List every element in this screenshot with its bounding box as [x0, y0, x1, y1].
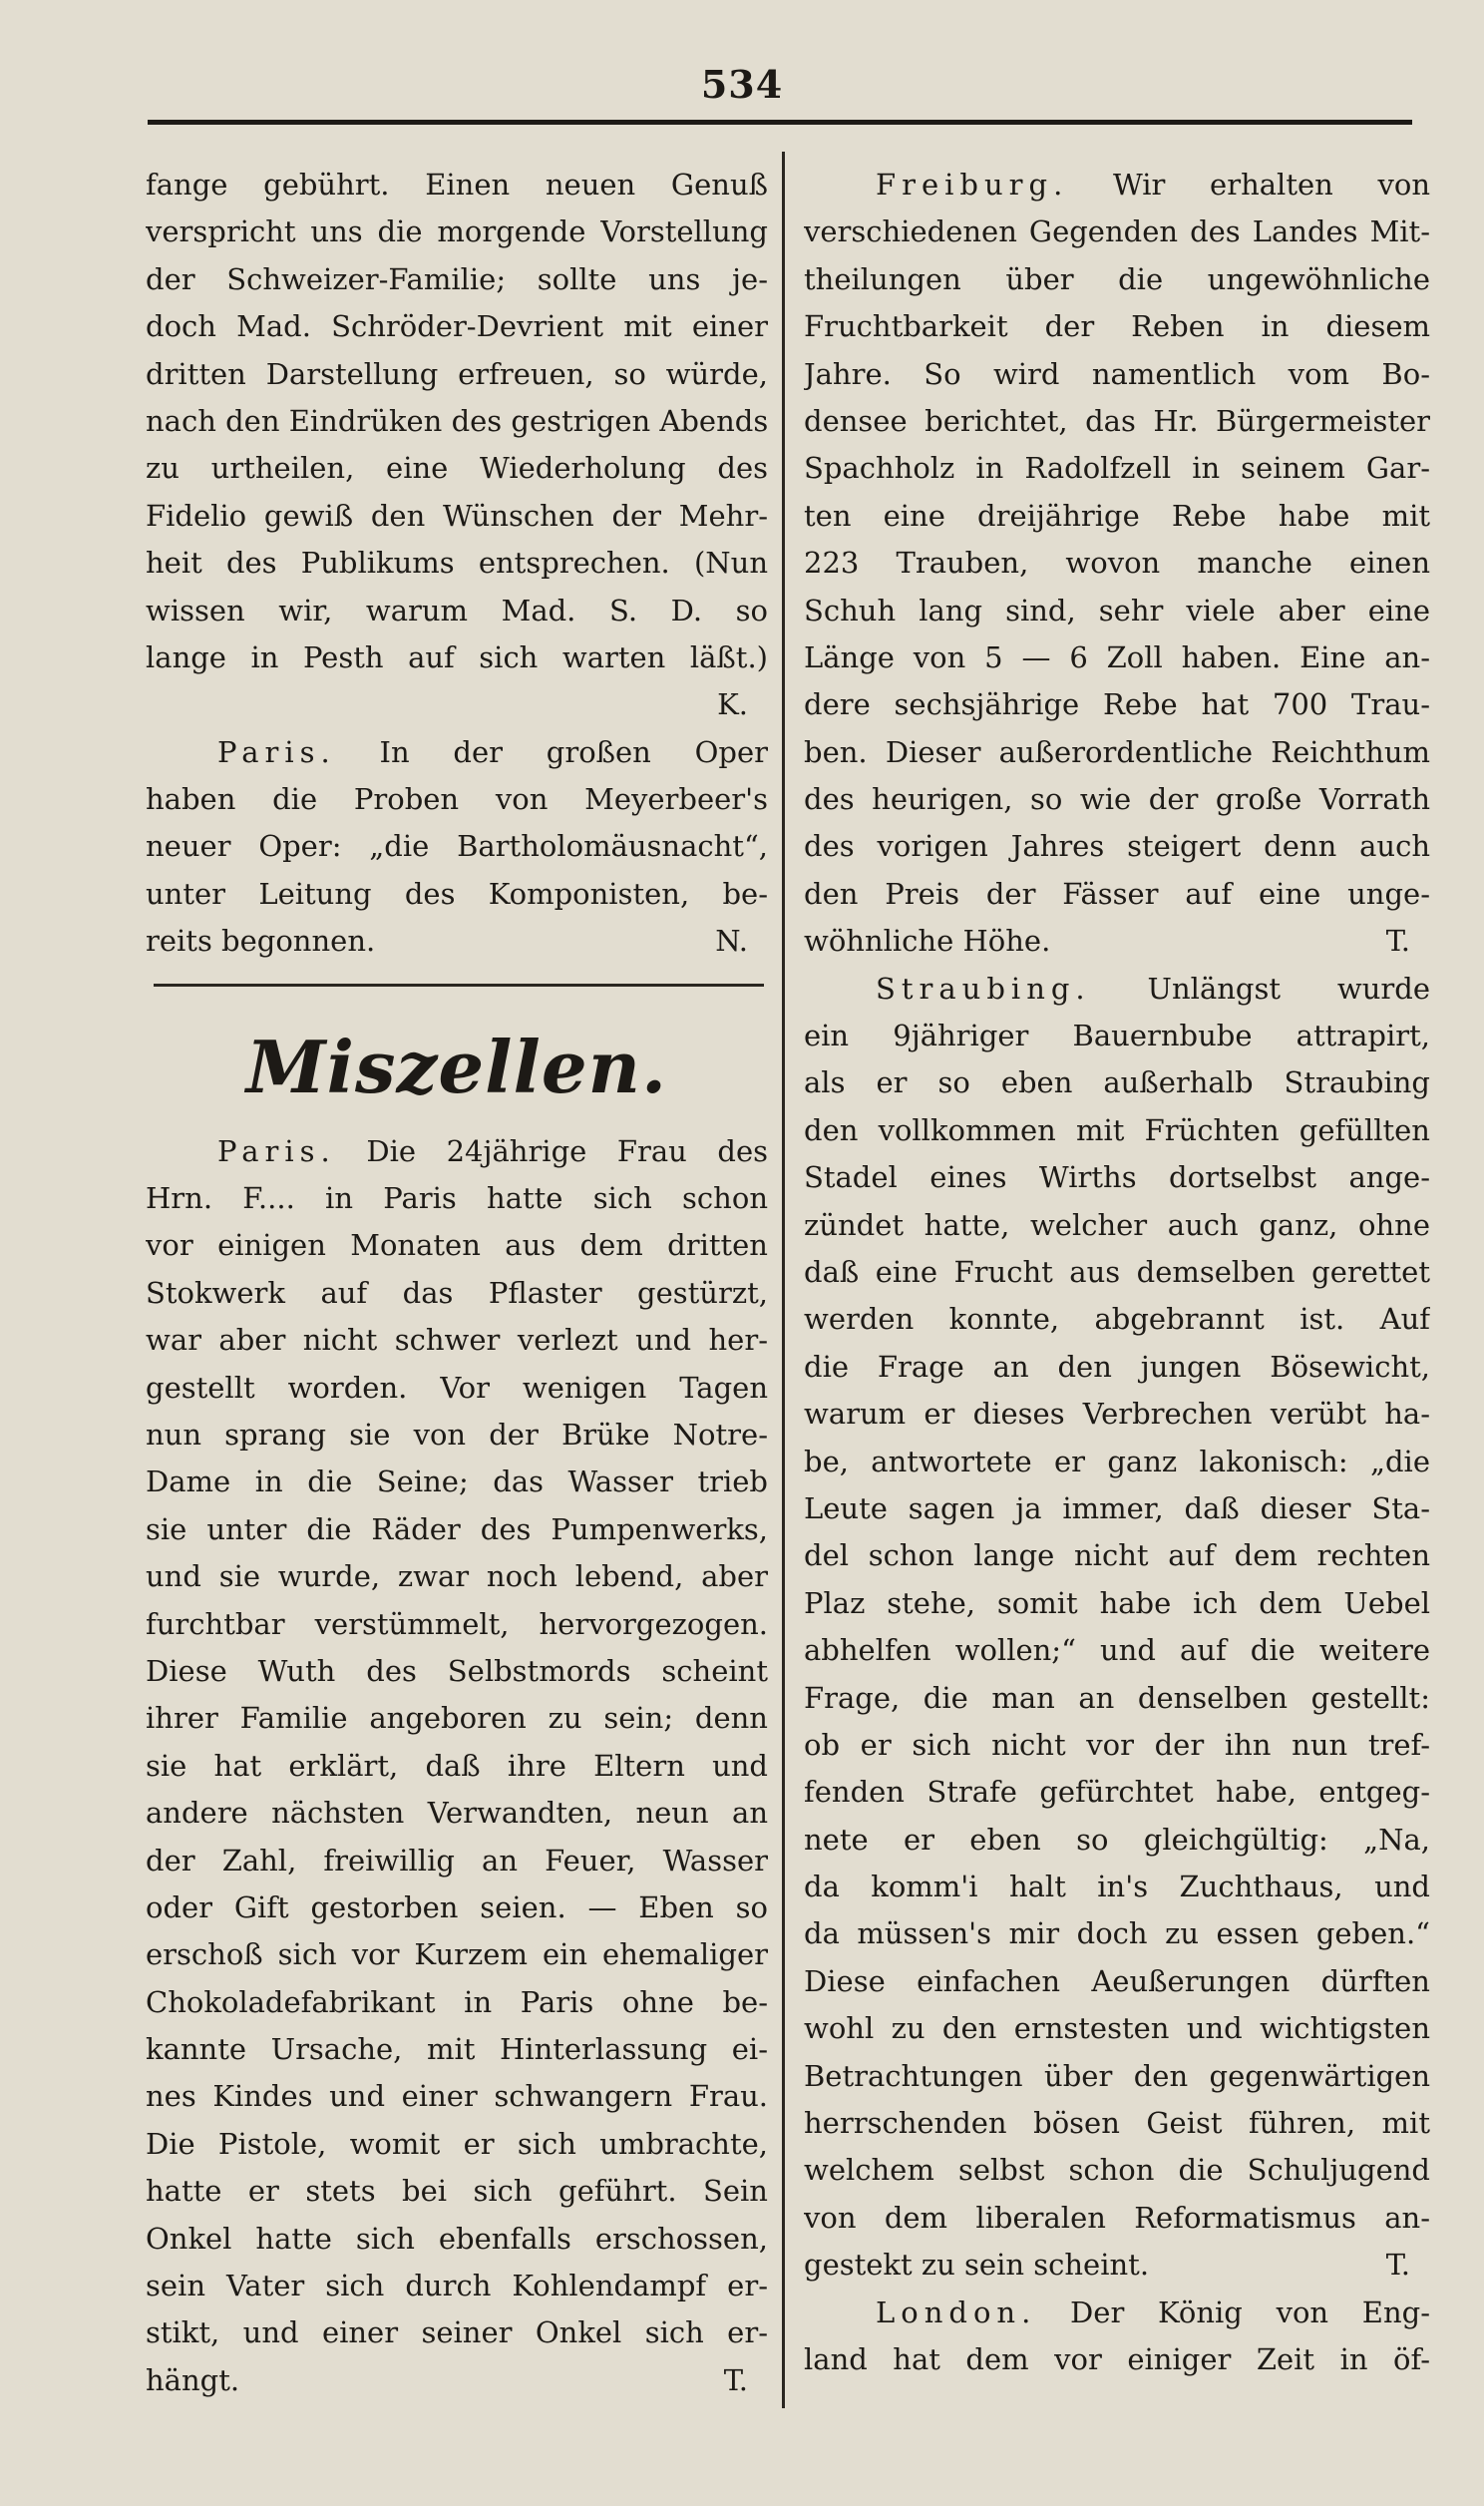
text-line: London. Der König von Eng- — [876, 2295, 1430, 2329]
text-line: ten eine dreijährige Rebe habe mit — [804, 498, 1430, 533]
text-line: welchem selbst schon die Schuljugend — [804, 2153, 1430, 2188]
dateline: Paris. — [217, 734, 336, 769]
text-line: des vorigen Jahres steigert denn auch — [804, 829, 1430, 864]
text-line: verspricht uns die morgende Vorstellung — [146, 214, 768, 249]
text-line: doch Mad. Schröder-Devrient mit einer — [146, 309, 768, 344]
text-line: densee berichtet, das Hr. Bürgermeister — [804, 403, 1430, 438]
text-line: Leute sagen ja immer, daß dieser Sta- — [804, 1490, 1430, 1525]
text-line: dritten Darstellung erfreuen, so würde, — [146, 356, 768, 391]
text-line: erschoß sich vor Kurzem ein ehemaliger — [146, 1937, 768, 1972]
text-line: Straubing. Unlängst wurde — [876, 971, 1430, 1006]
author-signature: T. — [723, 2362, 748, 2397]
text-line: da komm'i halt in's Zuchthaus, und — [804, 1870, 1430, 1904]
text-line: wöhnliche Höhe. T. — [804, 918, 1430, 965]
text-line: Paris. Die 24jährige Frau des — [217, 1133, 768, 1168]
section-rule — [154, 984, 764, 987]
dateline: Paris. — [217, 1133, 336, 1168]
text-line: heit des Publikums entsprechen. (Nun — [146, 546, 768, 581]
text-line: stikt, und einer seiner Onkel sich er- — [146, 2315, 768, 2350]
author-signature: T. — [1385, 2248, 1410, 2283]
text-line: verschiedenen Gegenden des Landes Mit- — [804, 214, 1430, 249]
text-line: hängt. T. — [146, 2357, 768, 2404]
text-line: Schuh lang sind, sehr viele aber eine — [804, 593, 1430, 627]
text-line: gestekt zu sein scheint. T. — [804, 2242, 1430, 2289]
text-line: Spachholz in Radolfzell in seinem Gar- — [804, 451, 1430, 486]
text-line: Diese Wuth des Selbstmords scheint — [146, 1653, 768, 1688]
text-line: haben die Proben von Meyerbeer's — [146, 782, 768, 817]
header-rule — [148, 120, 1412, 125]
dateline: London. — [876, 2295, 1037, 2329]
text-line: Onkel hatte sich ebenfalls erschossen, — [146, 2221, 768, 2256]
text-line: vor einigen Monaten aus dem dritten — [146, 1228, 768, 1263]
text-line: neuer Oper: „die Bartholomäusnacht“, — [146, 829, 768, 864]
text-line: Chokoladefabrikant in Paris ohne be- — [146, 1984, 768, 2019]
text-line: da müssen's mir doch zu essen geben.“ — [804, 1916, 1430, 1951]
text-line: ihrer Familie angeboren zu sein; denn — [146, 1701, 768, 1736]
text-line: unter Leitung des Komponisten, be- — [146, 876, 768, 911]
text-line: des heurigen, so wie der große Vorrath — [804, 782, 1430, 817]
text-line: nun sprang sie von der Brüke Notre- — [146, 1417, 768, 1452]
text-line: der Schweizer-Familie; sollte uns je- — [146, 261, 768, 296]
page-number: 534 — [700, 62, 784, 107]
section-heading: Miszellen. — [245, 1024, 668, 1109]
text-line: Fidelio gewiß den Wünschen der Mehr- — [146, 498, 768, 533]
theater-report-continuation — [146, 162, 768, 729]
text-line: zu urtheilen, eine Wiederholung des — [146, 451, 768, 486]
text-line: abhelfen wollen;“ und auf die weitere — [804, 1633, 1430, 1668]
text-line: von dem liberalen Reformatismus an- — [804, 2200, 1430, 2235]
text-line: gestellt worden. Vor wenigen Tagen — [146, 1370, 768, 1405]
text-line: und sie wurde, zwar noch lebend, aber — [146, 1559, 768, 1594]
text-line: be, antwortete er ganz lakonisch: „die — [804, 1444, 1430, 1478]
text-line: wissen wir, warum Mad. S. D. so — [146, 593, 768, 627]
author-signature: K. — [717, 687, 748, 722]
text-line: den Preis der Fässer auf eine unge- — [804, 876, 1430, 911]
text-line: Fruchtbarkeit der Reben in diesem — [804, 309, 1430, 344]
text-line: Länge von 5 — 6 Zoll haben. Eine an- — [804, 639, 1430, 674]
dateline: Freiburg. — [876, 168, 1069, 202]
text-line: Stokwerk auf das Pflaster gestürzt, — [146, 1275, 768, 1310]
text-line: del schon lange nicht auf dem rechten — [804, 1538, 1430, 1573]
signature-line — [146, 681, 768, 728]
text-line: als er so eben außerhalb Straubing — [804, 1065, 1430, 1100]
text-line: Die Pistole, womit er sich umbrachte, — [146, 2126, 768, 2161]
text-line: reits begonnen. N. — [146, 918, 768, 965]
text-line: andere nächsten Verwandten, neun an — [146, 1796, 768, 1831]
text-line: werden konnte, abgebrannt ist. Auf — [804, 1302, 1430, 1337]
text-line: 223 Trauben, wovon manche einen — [804, 546, 1430, 581]
text-line: warum er dieses Verbrechen verübt ha- — [804, 1397, 1430, 1432]
right-column — [804, 162, 1430, 2383]
text-line: oder Gift gestorben seien. — Eben so — [146, 1889, 768, 1924]
text-line: ein 9jähriger Bauernbube attrapirt, — [804, 1019, 1430, 1053]
author-signature: N. — [715, 924, 748, 959]
text-line: zündet hatte, welcher auch ganz, ohne — [804, 1207, 1430, 1242]
text-line: dere sechsjährige Rebe hat 700 Trau- — [804, 687, 1430, 722]
text-line: nete er eben so gleichgültig: „Na, — [804, 1822, 1430, 1857]
text-line: fange gebührt. Einen neuen Genuß — [146, 168, 768, 202]
text-line: lange in Pesth auf sich warten läßt.) — [146, 639, 768, 674]
text-line: Stadel eines Wirths dortselbst ange- — [804, 1160, 1430, 1195]
paris-miscellany-article — [146, 1128, 768, 2405]
london-article — [804, 2290, 1430, 2384]
text-line: Paris. In der großen Oper — [217, 734, 768, 769]
text-line: herrschenden bösen Geist führen, mit — [804, 2106, 1430, 2141]
text-line: sein Vater sich durch Kohlendampf er- — [146, 2269, 768, 2303]
text-line: Dame in die Seine; das Wasser trieb — [146, 1464, 768, 1499]
text-line: den vollkommen mit Früchten gefüllten — [804, 1112, 1430, 1147]
text-line: nes Kindes und einer schwangern Frau. — [146, 2079, 768, 2114]
text-line: Plaz stehe, somit habe ich dem Uebel — [804, 1585, 1430, 1620]
dateline: Straubing. — [876, 971, 1091, 1006]
text-line: hatte er stets bei sich geführt. Sein — [146, 2174, 768, 2209]
text-line: furchtbar verstümmelt, hervorgezogen. — [146, 1606, 768, 1641]
text-line: theilungen über die ungewöhnliche — [804, 261, 1430, 296]
text-line: der Zahl, freiwillig an Feuer, Wasser — [146, 1843, 768, 1878]
text-line: fenden Strafe gefürchtet habe, entgeg- — [804, 1775, 1430, 1810]
text-line: Frage, die man an denselben gestellt: — [804, 1680, 1430, 1715]
text-line: Hrn. F.... in Paris hatte sich schon — [146, 1181, 768, 1216]
text-line: war aber nicht schwer verlezt und her- — [146, 1323, 768, 1358]
text-line: die Frage an den jungen Bösewicht, — [804, 1349, 1430, 1384]
freiburg-article — [804, 162, 1430, 966]
text-line: daß eine Frucht aus demselben gerettet — [804, 1254, 1430, 1289]
text-line: ben. Dieser außerordentliche Reichthum — [804, 734, 1430, 769]
text-line: nach den Eindrüken des gestrigen Abends — [146, 403, 768, 438]
text-line: ob er sich nicht vor der ihn nun tref- — [804, 1727, 1430, 1762]
text-line: Jahre. So wird namentlich vom Bo- — [804, 356, 1430, 391]
text-line: Diese einfachen Aeußerungen dürften — [804, 1963, 1430, 1998]
straubing-article — [804, 966, 1430, 2290]
paris-opera-report — [146, 729, 768, 966]
left-column — [146, 162, 768, 2404]
text-line: Betrachtungen über den gegenwärtigen — [804, 2058, 1430, 2093]
column-divider — [782, 152, 785, 2408]
text-line: wohl zu den ernstesten und wichtigsten — [804, 2011, 1430, 2046]
text-line: sie unter die Räder des Pumpenwerks, — [146, 1511, 768, 1546]
text-line: sie hat erklärt, daß ihre Eltern und — [146, 1748, 768, 1783]
text-line: Freiburg. Wir erhalten von — [876, 168, 1430, 202]
text-line: kannte Ursache, mit Hinterlassung ei- — [146, 2032, 768, 2067]
author-signature: T. — [1385, 924, 1410, 959]
text-line: land hat dem vor einiger Zeit in öf- — [804, 2341, 1430, 2376]
